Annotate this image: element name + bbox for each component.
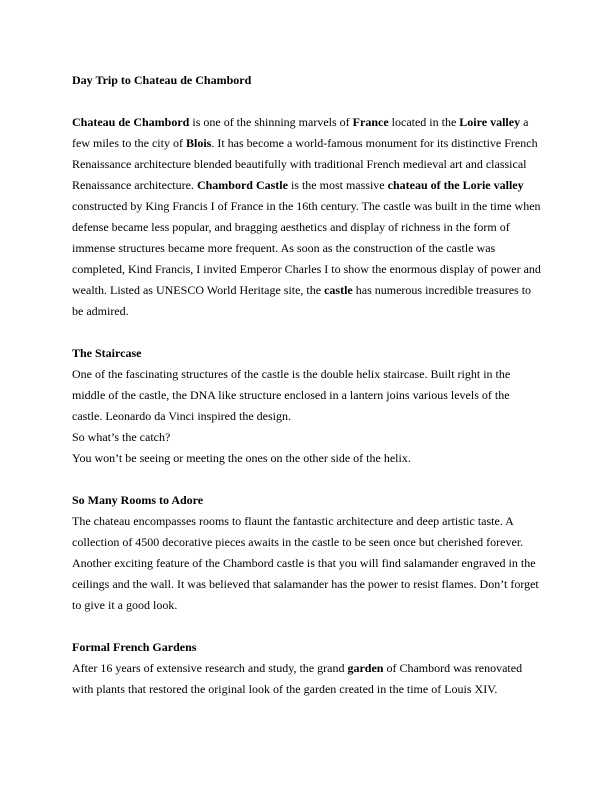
- bold-text: garden: [347, 661, 384, 675]
- section-heading: Formal French Gardens: [72, 640, 197, 654]
- text: has numerous incredible treasures to be admired.: [72, 283, 532, 318]
- section-heading: The Staircase: [72, 346, 142, 360]
- text: After 16 years of extensive research and study, the grand: [72, 661, 348, 675]
- section-paragraph: One of the fascinating structures of the castle is the double helix staircase. Built right in the middle of the castle, the DNA like structure enclosed in a lantern joins various levels of the castle. Leonardo da Vinci inspired the design.: [72, 367, 511, 423]
- document-page: [72, 70, 542, 721]
- bold-text: France: [352, 115, 389, 129]
- section-staircase: [72, 343, 542, 469]
- bold-text: Chambord Castle: [196, 178, 288, 192]
- bold-text: Loire valley: [459, 115, 521, 129]
- section-paragraph: [72, 658, 542, 700]
- document-title: Day Trip to Chateau de Chambord: [72, 73, 252, 87]
- text: constructed by King Francis I of France in the 16th century. The castle was built in the time when defense became less popular, and bragging aesthetics and display of richness in the form of immense structures became more frequent. As soon as the construction of the castle was completed, Kind Francis, I invited Emperor Charles I to show the enormous display of power and wealth. Listed as UNESCO World Heritage site, the: [72, 199, 541, 297]
- text: a few miles to the city of: [72, 115, 529, 150]
- bold-text: castle: [324, 283, 353, 297]
- section-line: You won’t be seeing or meeting the ones on the other side of the helix.: [72, 451, 411, 465]
- bold-text: Blois: [185, 136, 212, 150]
- section-heading: So Many Rooms to Adore: [72, 493, 204, 507]
- text: located in the: [388, 115, 460, 129]
- text: is one of the shinning marvels of: [189, 115, 353, 129]
- bold-text: Chateau de Chambord: [72, 115, 190, 129]
- section-line: So what’s the catch?: [72, 430, 171, 444]
- text: of Chambord was renovated with plants that restored the original look of the garden created in the time of Louis XIV.: [72, 661, 523, 696]
- section-rooms: [72, 490, 542, 616]
- section-paragraph: The chateau encompasses rooms to flaunt the fantastic architecture and deep artistic taste. A collection of 4500 decorative pieces awaits in the castle to be seen once but cherished forever. Another exciting feature of the Chambord castle is that you will find salamander engraved in the ceilings and the wall. It was believed that salamander has the power to resist flames. Don’t forget to give it a good look.: [72, 514, 539, 612]
- text: . It has become a world-famous monument for its distinctive French Renaissance architecture blended beautifully with traditional French medieval art and classical Renaissance architecture.: [72, 136, 538, 192]
- bold-text: chateau of the Lorie valley: [387, 178, 524, 192]
- text: is the most massive: [287, 178, 388, 192]
- intro-paragraph: [72, 112, 542, 322]
- section-gardens: [72, 637, 542, 700]
